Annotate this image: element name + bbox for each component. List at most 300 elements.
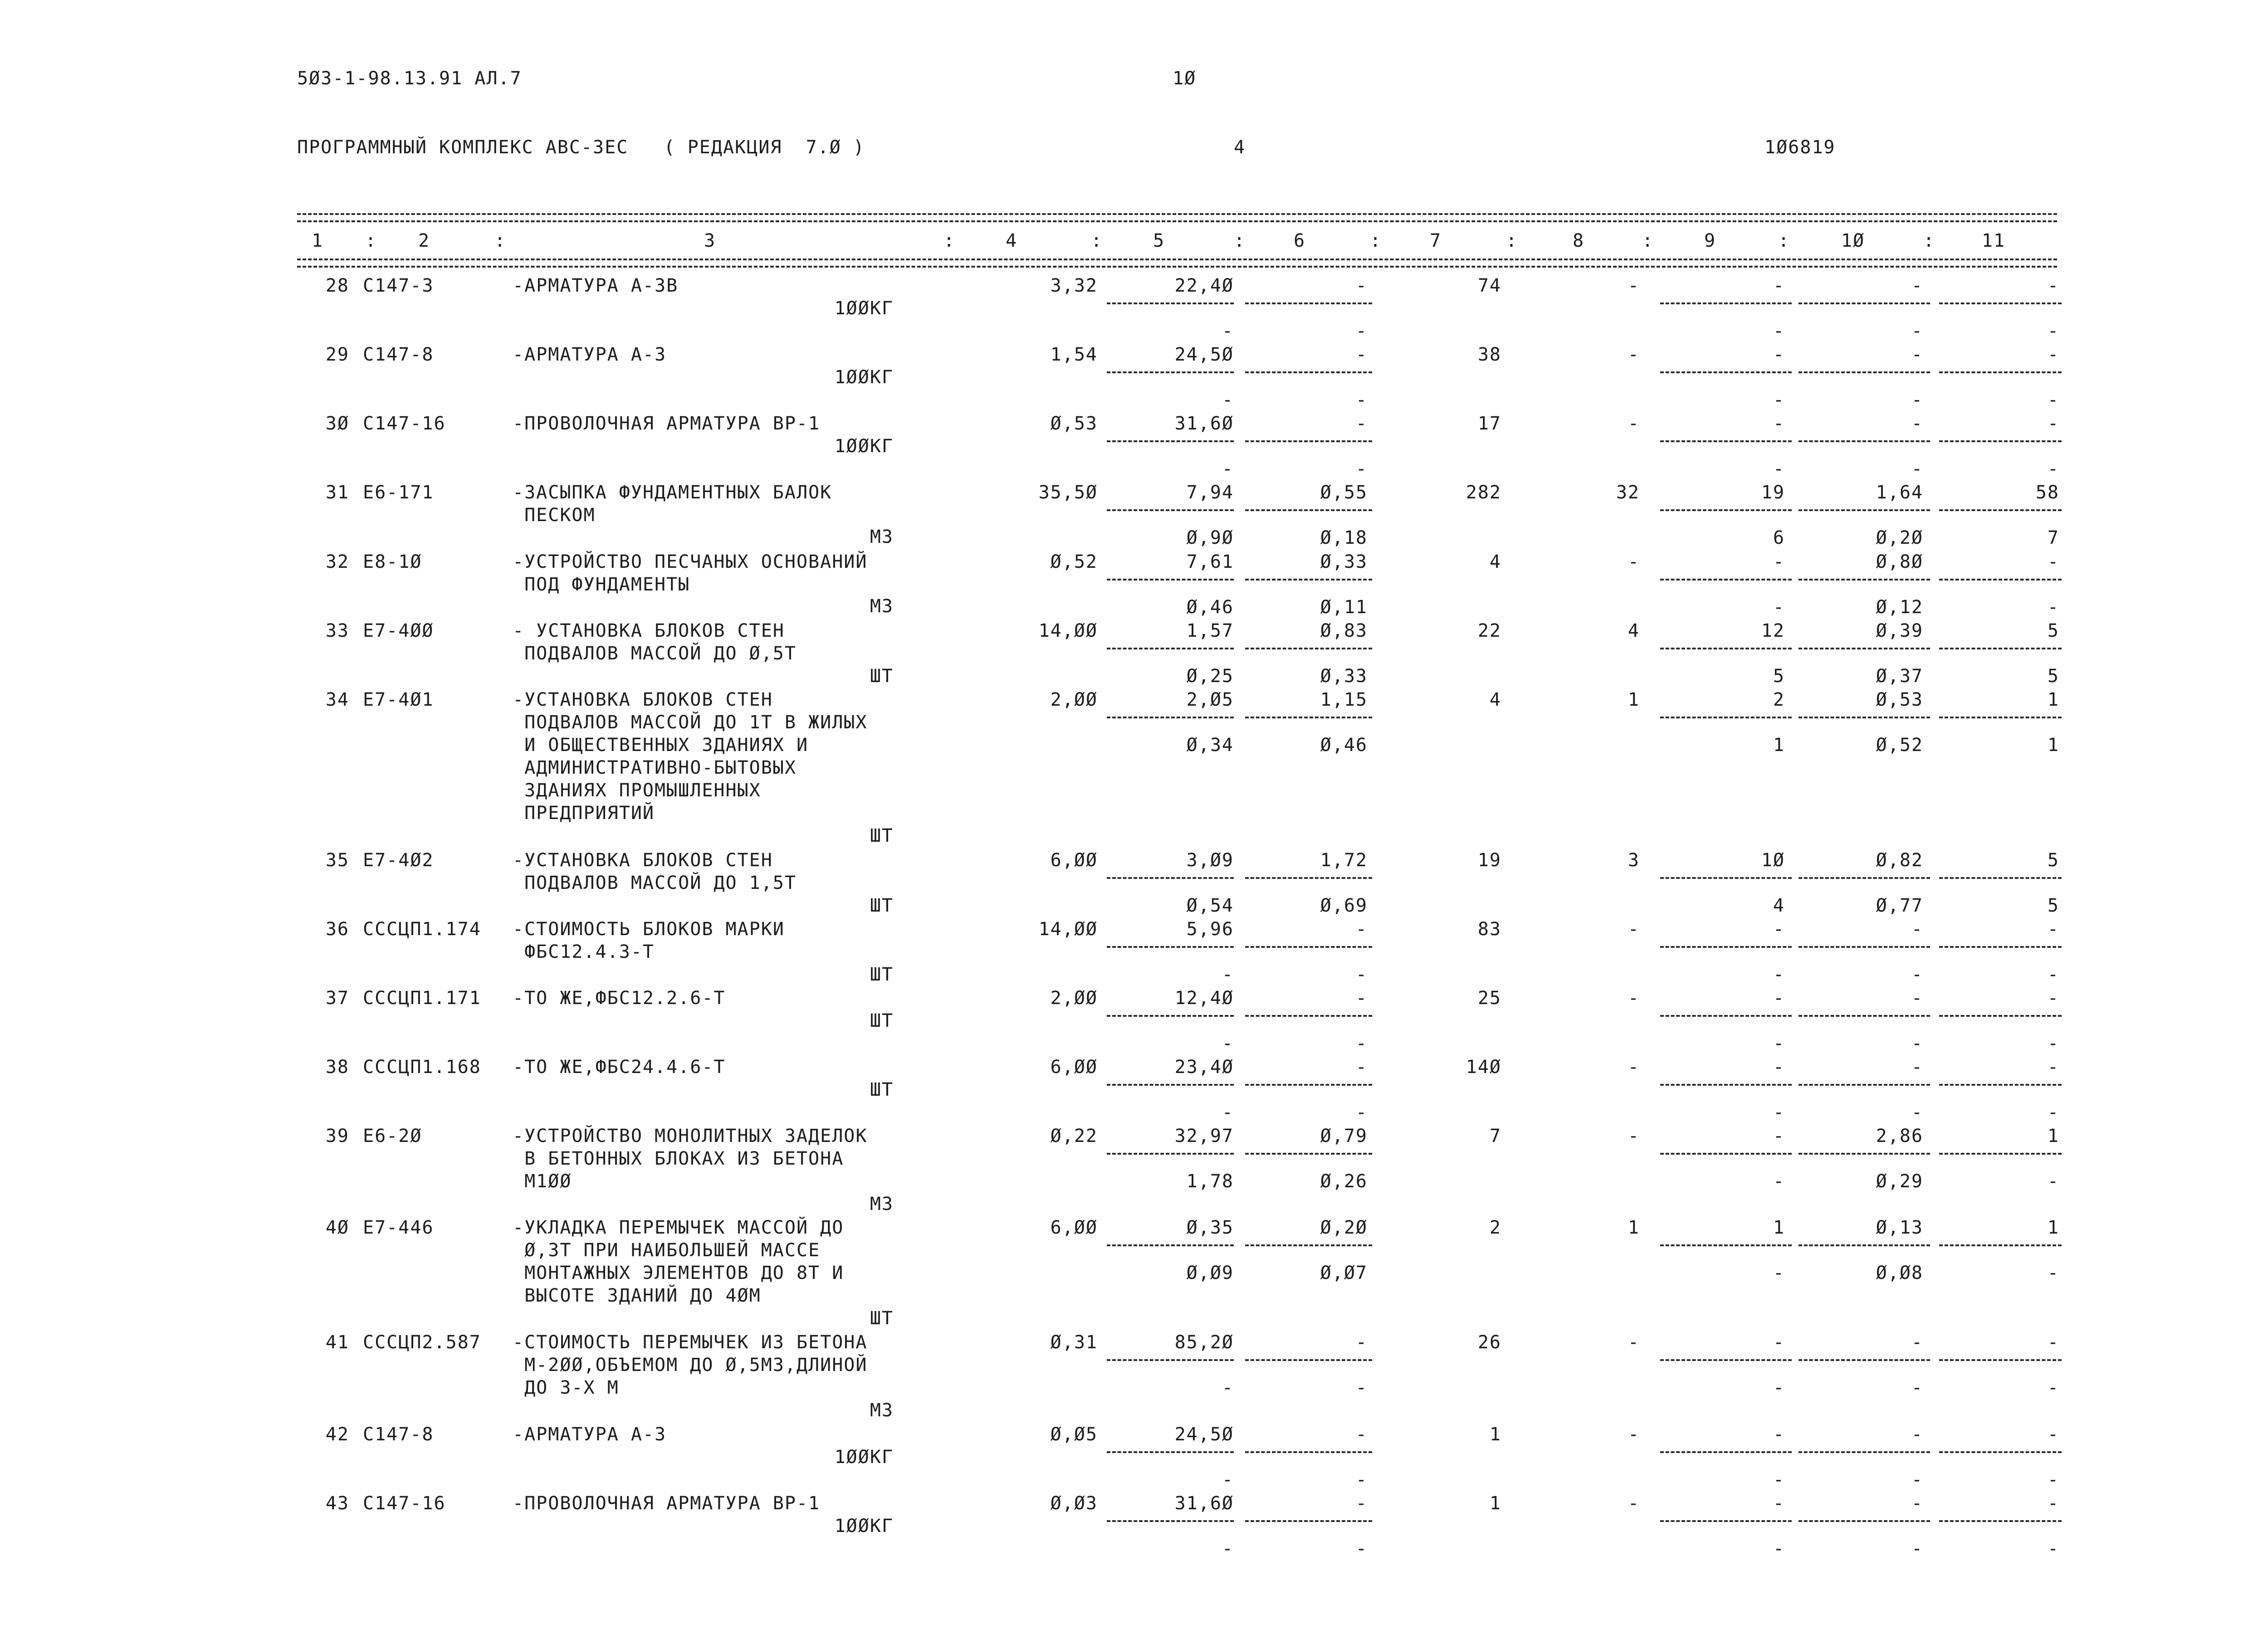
column-separator: : (1234, 230, 1246, 251)
row-value-c9: - (1773, 1126, 1785, 1146)
row-value-c7: 7 (1489, 1126, 1501, 1146)
row-sub-value-c10: - (1911, 1469, 1923, 1490)
column-separator: : (1923, 230, 1936, 251)
row-sub-value-c5: Ø,25 (1186, 666, 1234, 687)
row-value-c11: 1 (2047, 1126, 2059, 1146)
row-sub-value-c5: - (1222, 1538, 1234, 1559)
row-value-c5: 3,Ø9 (1186, 850, 1234, 871)
row-value-c6: - (1355, 1057, 1368, 1078)
row-value-c5: 24,5Ø (1174, 1424, 1234, 1445)
row-value-c8: 4 (1628, 620, 1640, 641)
row-sub-value-c10: Ø,77 (1876, 895, 1923, 916)
row-subtotal-rule (1245, 440, 1372, 442)
row-value-c11: - (2047, 1332, 2059, 1353)
row-subtotal-rule (1107, 371, 1234, 373)
row-sub-value-c5: Ø,9Ø (1186, 527, 1234, 548)
column-separator: : (365, 230, 377, 251)
header-rule-top (297, 213, 2057, 215)
row-code: С147-3 (363, 275, 434, 296)
row-sub-value-c10: - (1911, 390, 1923, 410)
row-subtotal-rule (1107, 1451, 1234, 1453)
row-subtotal-rule (1107, 1084, 1234, 1086)
row-value-c10: - (1911, 1057, 1923, 1078)
column-header-7: 7 (1429, 230, 1442, 251)
row-subtotal-rule (1799, 1451, 1930, 1453)
row-value-c10: Ø,8Ø (1876, 551, 1923, 572)
row-sub-value-c9: - (1773, 1538, 1785, 1559)
row-value-c7: 2 (1489, 1217, 1501, 1238)
row-number: 29 (325, 344, 349, 365)
row-sub-value-c9: 6 (1773, 527, 1785, 548)
row-value-c6: - (1355, 988, 1368, 1009)
row-name-line: ПРЕДПРИЯТИЙ (513, 803, 655, 824)
row-value-c7: 1 (1489, 1493, 1501, 1514)
row-number: 28 (325, 275, 349, 296)
row-subtotal-rule (1660, 1244, 1792, 1246)
row-sub-value-c10: Ø,29 (1876, 1171, 1923, 1192)
row-sub-value-c9: - (1773, 459, 1785, 479)
row-value-c7: 25 (1477, 988, 1501, 1009)
row-sub-value-c9: - (1773, 1102, 1785, 1123)
row-subtotal-rule (1939, 1153, 2062, 1155)
row-subtotal-rule (1799, 648, 1930, 649)
row-sub-value-c5: - (1222, 1033, 1234, 1054)
column-header-11: 11 (1981, 230, 2006, 251)
row-value-c6: Ø,79 (1320, 1126, 1368, 1146)
row-value-qty: 2,ØØ (1050, 988, 1098, 1009)
row-sub-value-c5: 1,78 (1186, 1171, 1234, 1192)
row-sub-value-c9: - (1773, 321, 1785, 341)
row-subtotal-rule (1939, 1451, 2062, 1453)
row-subtotal-rule (1660, 946, 1792, 948)
row-subtotal-rule (1660, 717, 1792, 718)
row-value-c10: Ø,39 (1876, 620, 1923, 641)
row-number: 41 (325, 1332, 349, 1353)
row-code: С147-16 (363, 413, 446, 434)
row-value-c8: - (1628, 919, 1640, 940)
row-number: 3Ø (325, 413, 349, 434)
row-value-c6: 1,72 (1320, 850, 1368, 871)
row-value-qty: Ø,22 (1050, 1126, 1098, 1146)
row-sub-value-c9: - (1773, 1469, 1785, 1490)
row-value-c5: 31,6Ø (1174, 1493, 1234, 1514)
column-header-2: 2 (418, 230, 430, 251)
row-subtotal-rule (1107, 509, 1234, 511)
row-sub-value-c10: - (1911, 1102, 1923, 1123)
row-value-qty: 14,ØØ (1038, 620, 1098, 641)
row-sub-value-c11: - (2047, 964, 2059, 985)
row-number: 39 (325, 1126, 349, 1146)
row-sub-value-c6: Ø,46 (1320, 735, 1368, 756)
row-subtotal-rule (1107, 946, 1234, 948)
row-name-line: -УСТАНОВКА БЛОКОВ СТЕН (513, 850, 773, 871)
row-value-c5: 22,4Ø (1174, 275, 1234, 296)
row-value-c7: 282 (1466, 482, 1501, 503)
row-sub-value-c9: 5 (1773, 666, 1785, 687)
row-sub-value-c5: - (1222, 321, 1234, 341)
row-subtotal-rule (1107, 648, 1234, 649)
row-value-qty: 3,32 (1050, 275, 1098, 296)
row-value-c10: Ø,82 (1876, 850, 1923, 871)
row-name-line: -СТОИМОСТЬ ПЕРЕМЫЧЕК ИЗ БЕТОНА (513, 1332, 868, 1353)
row-name-line: - УСТАНОВКА БЛОКОВ СТЕН (513, 620, 785, 641)
row-sub-value-c6: Ø,33 (1320, 666, 1368, 687)
row-subtotal-rule (1939, 302, 2062, 304)
row-value-c9: - (1773, 413, 1785, 434)
row-name-line: ПОД ФУНДАМЕНТЫ (513, 574, 690, 595)
row-subtotal-rule (1799, 1015, 1930, 1017)
row-value-c7: 4 (1489, 551, 1501, 572)
row-subtotal-rule (1660, 1520, 1792, 1522)
row-subtotal-rule (1660, 1359, 1792, 1361)
row-sub-value-c10: - (1911, 1377, 1923, 1398)
row-sub-value-c9: - (1773, 1263, 1785, 1283)
row-unit: М3 (870, 1400, 894, 1421)
row-subtotal-rule (1939, 579, 2062, 580)
row-number: 31 (325, 482, 349, 503)
row-sub-value-c9: - (1773, 1171, 1785, 1192)
row-code: С147-8 (363, 344, 434, 365)
row-unit: М3 (870, 1194, 894, 1215)
row-sub-value-c6: - (1355, 1538, 1368, 1559)
row-sub-value-c6: - (1355, 1377, 1368, 1398)
column-header-5: 5 (1153, 230, 1165, 251)
row-value-c11: - (2047, 1493, 2059, 1514)
row-name-line: АДМИНИСТРАТИВНО-БЫТОВЫХ (513, 757, 797, 778)
row-sub-value-c10: Ø,12 (1876, 597, 1923, 618)
row-number: 34 (325, 689, 349, 710)
row-value-c8: - (1628, 1424, 1640, 1445)
row-subtotal-rule (1799, 302, 1930, 304)
row-name-line: -АРМАТУРА А-3 (513, 1424, 667, 1445)
row-sub-value-c5: Ø,46 (1186, 597, 1234, 618)
row-subtotal-rule (1245, 1520, 1372, 1522)
row-value-c11: - (2047, 919, 2059, 940)
row-value-c7: 17 (1477, 413, 1501, 434)
row-sub-value-c10: Ø,2Ø (1876, 527, 1923, 548)
row-subtotal-rule (1107, 877, 1234, 879)
row-subtotal-rule (1245, 302, 1372, 304)
row-value-qty: 14,ØØ (1038, 919, 1098, 940)
row-value-c6: Ø,33 (1320, 551, 1368, 572)
row-subtotal-rule (1939, 717, 2062, 718)
row-value-c9: - (1773, 1332, 1785, 1353)
row-value-c11: 1 (2047, 1217, 2059, 1238)
row-value-c11: - (2047, 1057, 2059, 1078)
row-subtotal-rule (1245, 1015, 1372, 1017)
row-sub-value-c5: - (1222, 964, 1234, 985)
row-sub-value-c6: Ø,18 (1320, 527, 1368, 548)
row-name-line: И ОБЩЕСТВЕННЫХ ЗДАНИЯХ И (513, 735, 809, 756)
row-subtotal-rule (1939, 1244, 2062, 1246)
row-name-line: М-2ØØ,ОБЪЕМОМ ДО Ø,5М3,ДЛИНОЙ (513, 1355, 868, 1376)
row-value-c5: 24,5Ø (1174, 344, 1234, 365)
row-sub-value-c11: - (2047, 1102, 2059, 1123)
row-subtotal-rule (1245, 509, 1372, 511)
row-sub-value-c11: - (2047, 1171, 2059, 1192)
row-sub-value-c5: - (1222, 1102, 1234, 1123)
row-subtotal-rule (1107, 440, 1234, 442)
column-separator: : (1370, 230, 1382, 251)
row-name-line: -ПРОВОЛОЧНАЯ АРМАТУРА ВР-1 (513, 413, 821, 434)
column-separator: : (943, 230, 956, 251)
row-value-c7: 1 (1489, 1424, 1501, 1445)
row-name-line: -ТО ЖЕ,ФБС24.4.6-Т (513, 1057, 726, 1078)
row-value-c9: - (1773, 275, 1785, 296)
row-sub-value-c6: - (1355, 1033, 1368, 1054)
row-unit: 1ØØКГ (834, 436, 894, 457)
row-subtotal-rule (1245, 717, 1372, 718)
row-value-c11: - (2047, 344, 2059, 365)
row-subtotal-rule (1799, 1520, 1930, 1522)
row-subtotal-rule (1799, 877, 1930, 879)
row-name-line: -СТОИМОСТЬ БЛОКОВ МАРКИ (513, 919, 785, 940)
column-separator: : (1778, 230, 1790, 251)
row-unit: 1ØØКГ (834, 1447, 894, 1468)
row-value-c11: - (2047, 275, 2059, 296)
row-value-c9: - (1773, 1493, 1785, 1514)
row-sub-value-c5: - (1222, 1469, 1234, 1490)
row-subtotal-rule (1245, 1244, 1372, 1246)
row-code: СССЦП1.174 (363, 919, 481, 940)
row-subtotal-rule (1107, 1015, 1234, 1017)
row-name-line: -УКЛАДКА ПЕРЕМЫЧЕК МАССОЙ ДО (513, 1217, 844, 1238)
row-sub-value-c11: - (2047, 1263, 2059, 1283)
row-unit: 1ØØКГ (834, 298, 894, 319)
row-number: 32 (325, 551, 349, 572)
column-header-6: 6 (1293, 230, 1306, 251)
row-subtotal-rule (1799, 717, 1930, 718)
row-subtotal-rule (1107, 1244, 1234, 1246)
row-name-line: -ЗАСЫПКА ФУНДАМЕНТНЫХ БАЛОК (513, 482, 832, 503)
row-value-c8: - (1628, 344, 1640, 365)
row-sub-value-c11: 5 (2047, 666, 2059, 687)
row-value-c10: - (1911, 1332, 1923, 1353)
row-value-c10: Ø,13 (1876, 1217, 1923, 1238)
row-value-c7: 14Ø (1466, 1057, 1501, 1078)
row-subtotal-rule (1799, 371, 1930, 373)
row-value-c5: 5,96 (1186, 919, 1234, 940)
row-name-line: -ПРОВОЛОЧНАЯ АРМАТУРА ВР-1 (513, 1493, 821, 1514)
row-value-c8: 3 (1628, 850, 1640, 871)
row-sub-value-c6: Ø,11 (1320, 597, 1368, 618)
row-subtotal-rule (1939, 509, 2062, 511)
row-value-c9: 19 (1761, 482, 1785, 503)
row-subtotal-rule (1799, 1244, 1930, 1246)
row-number: 33 (325, 620, 349, 641)
row-name-line: -УСТАНОВКА БЛОКОВ СТЕН (513, 689, 773, 710)
row-sub-value-c11: 5 (2047, 895, 2059, 916)
row-name-line: ЗДАНИЯХ ПРОМЫШЛЕННЫХ (513, 780, 761, 801)
row-value-qty: 6,ØØ (1050, 850, 1098, 871)
row-subtotal-rule (1939, 1359, 2062, 1361)
row-subtotal-rule (1939, 1520, 2062, 1522)
row-subtotal-rule (1245, 579, 1372, 580)
row-subtotal-rule (1799, 440, 1930, 442)
row-subtotal-rule (1245, 1084, 1372, 1086)
row-value-c6: Ø,55 (1320, 482, 1368, 503)
row-sub-value-c11: - (2047, 1033, 2059, 1054)
row-name-line: ДО 3-Х М (513, 1377, 619, 1398)
row-value-c6: - (1355, 344, 1368, 365)
column-separator: : (1642, 230, 1654, 251)
row-subtotal-rule (1660, 1084, 1792, 1086)
row-sub-value-c5: Ø,54 (1186, 895, 1234, 916)
header-rule-bottom-2 (297, 266, 2057, 268)
row-value-c8: - (1628, 1057, 1640, 1078)
column-header-4: 4 (1005, 230, 1018, 251)
row-sub-value-c5: Ø,34 (1186, 735, 1234, 756)
row-code: Е7-4ØØ (363, 620, 434, 641)
row-code: Е6-2Ø (363, 1126, 422, 1146)
row-value-c9: 1 (1773, 1217, 1785, 1238)
row-value-c8: - (1628, 413, 1640, 434)
row-value-c11: - (2047, 551, 2059, 572)
row-unit: М3 (870, 527, 894, 547)
row-value-c6: 1,15 (1320, 689, 1368, 710)
row-value-c10: - (1911, 1493, 1923, 1514)
column-header-3: 3 (704, 230, 716, 251)
row-sub-value-c11: 7 (2047, 527, 2059, 548)
row-value-c8: - (1628, 1493, 1640, 1514)
row-subtotal-rule (1799, 1084, 1930, 1086)
row-value-qty: Ø,Ø3 (1050, 1493, 1098, 1514)
row-number: 37 (325, 988, 349, 1009)
row-subtotal-rule (1939, 1084, 2062, 1086)
row-value-c11: 1 (2047, 689, 2059, 710)
row-sub-value-c10: - (1911, 1538, 1923, 1559)
column-header-1: 1 (311, 230, 324, 251)
row-name-line: -УСТРОЙСТВО МОНОЛИТНЫХ ЗАДЕЛОК (513, 1126, 868, 1146)
row-sub-value-c5: - (1222, 459, 1234, 479)
row-value-c11: - (2047, 1424, 2059, 1445)
row-value-c6: Ø,83 (1320, 620, 1368, 641)
row-subtotal-rule (1107, 302, 1234, 304)
row-value-c9: - (1773, 1057, 1785, 1078)
row-code: СССЦП1.168 (363, 1057, 481, 1078)
row-subtotal-rule (1245, 1451, 1372, 1453)
row-sub-value-c11: - (2047, 459, 2059, 479)
row-value-c6: - (1355, 1332, 1368, 1353)
row-name-line: ПОДВАЛОВ МАССОЙ ДО 1Т В ЖИЛЫХ (513, 712, 868, 733)
row-sub-value-c11: 1 (2047, 735, 2059, 756)
row-sub-value-c9: - (1773, 597, 1785, 618)
row-unit: 1ØØКГ (834, 1516, 894, 1537)
row-value-c11: 58 (2035, 482, 2059, 503)
row-sub-value-c11: - (2047, 390, 2059, 410)
row-value-c8: - (1628, 1332, 1640, 1353)
row-subtotal-rule (1245, 877, 1372, 879)
row-value-qty: 2,ØØ (1050, 689, 1098, 710)
section-number: 4 (1234, 137, 1246, 158)
row-sub-value-c10: - (1911, 964, 1923, 985)
row-code: СССЦП1.171 (363, 988, 481, 1009)
row-sub-value-c11: - (2047, 1377, 2059, 1398)
row-subtotal-rule (1799, 1153, 1930, 1155)
row-sub-value-c9: - (1773, 1377, 1785, 1398)
row-sub-value-c9: 4 (1773, 895, 1785, 916)
row-unit: ШТ (870, 1308, 894, 1329)
row-subtotal-rule (1660, 1451, 1792, 1453)
column-separator: : (1091, 230, 1103, 251)
row-value-c9: - (1773, 344, 1785, 365)
row-number: 4Ø (325, 1217, 349, 1238)
program-title: ПРОГРАММНЫЙ КОМПЛЕКС АВС-3ЕС ( РЕДАКЦИЯ 7.Ø ) (297, 137, 865, 158)
row-value-c10: Ø,53 (1876, 689, 1923, 710)
row-value-qty: Ø,31 (1050, 1332, 1098, 1353)
row-subtotal-rule (1660, 440, 1792, 442)
document-code: 5Ø3-1-98.13.91 АЛ.7 (297, 68, 522, 89)
row-subtotal-rule (1660, 648, 1792, 649)
row-subtotal-rule (1939, 440, 2062, 442)
row-subtotal-rule (1107, 579, 1234, 580)
row-subtotal-rule (1245, 648, 1372, 649)
row-sub-value-c11: - (2047, 321, 2059, 341)
row-value-c10: - (1911, 988, 1923, 1009)
row-value-qty: 6,ØØ (1050, 1057, 1098, 1078)
row-sub-value-c6: - (1355, 964, 1368, 985)
row-subtotal-rule (1107, 1520, 1234, 1522)
row-value-c8: - (1628, 988, 1640, 1009)
row-code: Е7-4Ø1 (363, 689, 434, 710)
row-value-qty: 35,5Ø (1038, 482, 1098, 503)
row-value-c6: - (1355, 1493, 1368, 1514)
row-subtotal-rule (1660, 302, 1792, 304)
row-subtotal-rule (1245, 371, 1372, 373)
row-value-qty: 1,54 (1050, 344, 1098, 365)
row-unit: ШТ (870, 1010, 894, 1031)
row-value-qty: Ø,Ø5 (1050, 1424, 1098, 1445)
row-value-c6: - (1355, 275, 1368, 296)
row-value-c7: 83 (1477, 919, 1501, 940)
row-value-c7: 4 (1489, 689, 1501, 710)
row-value-c5: Ø,35 (1186, 1217, 1234, 1238)
row-unit: 1ØØКГ (834, 367, 894, 388)
row-value-c7: 74 (1477, 275, 1501, 296)
header-rule-bottom (297, 259, 2057, 260)
row-name-line: МОНТАЖНЫХ ЭЛЕМЕНТОВ ДО 8Т И (513, 1263, 844, 1283)
column-separator: : (1506, 230, 1518, 251)
row-name-line: -УСТРОЙСТВО ПЕСЧАНЫХ ОСНОВАНИЙ (513, 551, 868, 572)
row-code: Е8-1Ø (363, 551, 422, 572)
column-header-9: 9 (1704, 230, 1716, 251)
row-code: С147-8 (363, 1424, 434, 1445)
row-subtotal-rule (1245, 946, 1372, 948)
column-header-10: 1Ø (1841, 230, 1865, 251)
row-value-c8: - (1628, 1126, 1640, 1146)
row-sub-value-c9: - (1773, 964, 1785, 985)
row-value-c7: 22 (1477, 620, 1501, 641)
row-value-c5: 32,97 (1174, 1126, 1234, 1146)
row-subtotal-rule (1799, 579, 1930, 580)
row-value-c10: - (1911, 275, 1923, 296)
row-value-qty: Ø,52 (1050, 551, 1098, 572)
row-value-c6: - (1355, 919, 1368, 940)
header-rule-top-2 (297, 220, 2057, 222)
row-value-c7: 19 (1477, 850, 1501, 871)
row-sub-value-c10: - (1911, 1033, 1923, 1054)
row-sub-value-c11: - (2047, 1538, 2059, 1559)
row-code: Е7-446 (363, 1217, 434, 1238)
row-subtotal-rule (1939, 946, 2062, 948)
row-sub-value-c10: - (1911, 321, 1923, 341)
row-number: 35 (325, 850, 349, 871)
row-subtotal-rule (1939, 648, 2062, 649)
row-unit: ШТ (870, 895, 894, 916)
row-sub-value-c5: - (1222, 390, 1234, 410)
row-name-line: В БЕТОННЫХ БЛОКАХ ИЗ БЕТОНА (513, 1148, 844, 1169)
row-value-c11: - (2047, 413, 2059, 434)
